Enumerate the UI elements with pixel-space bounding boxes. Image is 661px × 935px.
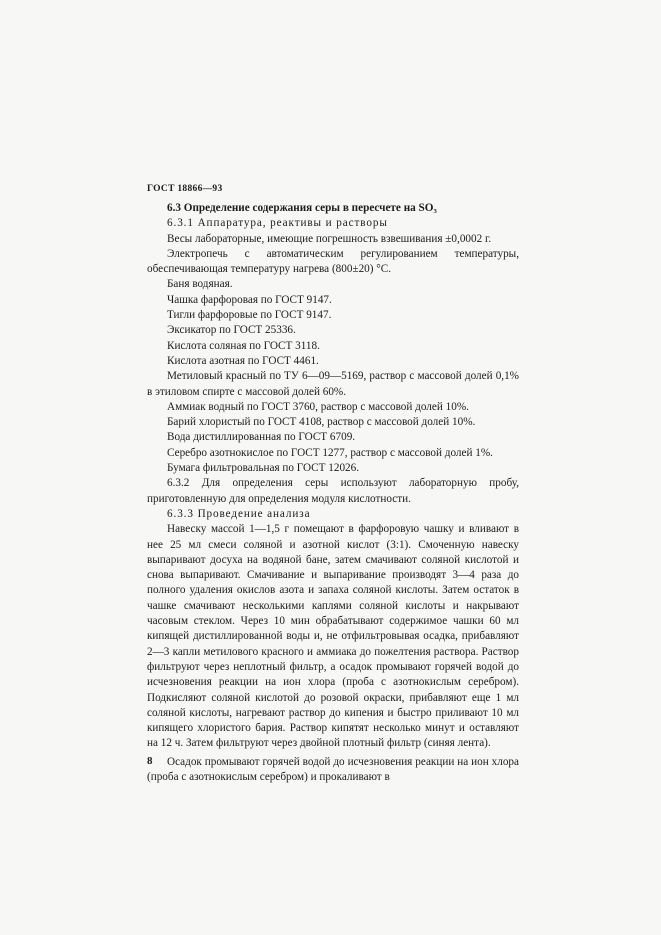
paragraph: Метиловый красный по ТУ 6—09—5169, раствор с массовой долей 0,1% в этиловом спирте с массовой долей 60%. [147, 370, 519, 398]
document-header: ГОСТ 18866—93 [147, 184, 223, 194]
paragraph: Кислота азотная по ГОСТ 4461. [167, 354, 319, 367]
paragraph: Вода дистиллированная по ГОСТ 6709. [167, 431, 356, 444]
paragraph: Электропечь с автоматическим регулированием температуры, обеспечивающая температуру нагрева (800±20) °С. [147, 247, 519, 276]
paragraph: Аммиак водный по ГОСТ 3760, раствор с массовой долей 10%. [167, 400, 469, 413]
subsection-heading: 6.3.1 Аппаратура, реактивы и растворы [167, 217, 388, 230]
paragraph: Весы лабораторные, имеющие погрешность взвешивания ±0,0002 г. [167, 232, 492, 245]
page-number: 8 [147, 755, 153, 767]
paragraph: Осадок промывают горячей водой до исчезновения реакции на ион хлора (проба с азотнокислым серебром) и прокаливают в [147, 755, 519, 783]
paragraph: Баня водяная. [167, 278, 233, 291]
section-heading: 6.3 Определение содержания серы в пересчете на SO₃ [167, 202, 437, 214]
paragraph: Барий хлористый по ГОСТ 4108, раствор с массовой долей 10%. [167, 416, 476, 429]
document-body [147, 201, 519, 785]
paragraph: Навеску массой 1—1,5 г помещают в фарфоровую чашку и вливают в нее 25 мл смеси соляной и азотной кислот (3:1). Смоченную навеску выпаривают досуха на водяной бане, затем смачивают соляной кислотой и снова выпаривают. Смачивание и выпаривание производят 3—4 раза до полного удаления окислов азота и запаха соляной кислоты. Затем остаток в чашке смачивают несколькими каплями соляной кислоты и накрывают часовым стеклом. Через 10 мин обрабатывают содержимое чашки 60 мл кипящей дистиллированной воды и, не отфильтровывая осадка, прибавляют 2—3 капли метилового красного и аммиака до пожелтения раствора. Раствор фильтруют через неплотный фильтр, а осадок промывают горячей водой до исчезновения реакции на ион хлора (проба с азотнокислым серебром). Подкисляют соляной кислотой до розовой окраски, прибавляют еще 1 мл соляной кислоты, нагревают раствор до кипения и быстро приливают 10 мл кипящего хлористого бария. Раствор кипятят несколько минут и оставляют на 12 ч. Затем фильтруют через двойной плотный фильтр (синяя лента). [147, 523, 519, 750]
paragraph: Кислота соляная по ГОСТ 3118. [167, 339, 320, 352]
paragraph: Тигли фарфоровые по ГОСТ 9147. [167, 309, 332, 322]
subsection-heading: 6.3.3 Проведение анализа [167, 507, 311, 520]
paragraph: Чашка фарфоровая по ГОСТ 9147. [167, 293, 332, 306]
paragraph: Серебро азотнокислое по ГОСТ 1277, раствор с массовой долей 1%. [167, 446, 493, 459]
paragraph: Эксикатор по ГОСТ 25336. [167, 324, 296, 337]
paragraph: 6.3.2 Для определения серы используют лабораторную пробу, приготовленную для определения модуля кислотности. [147, 477, 519, 505]
paragraph: Бумага фильтровальная по ГОСТ 12026. [167, 462, 360, 475]
